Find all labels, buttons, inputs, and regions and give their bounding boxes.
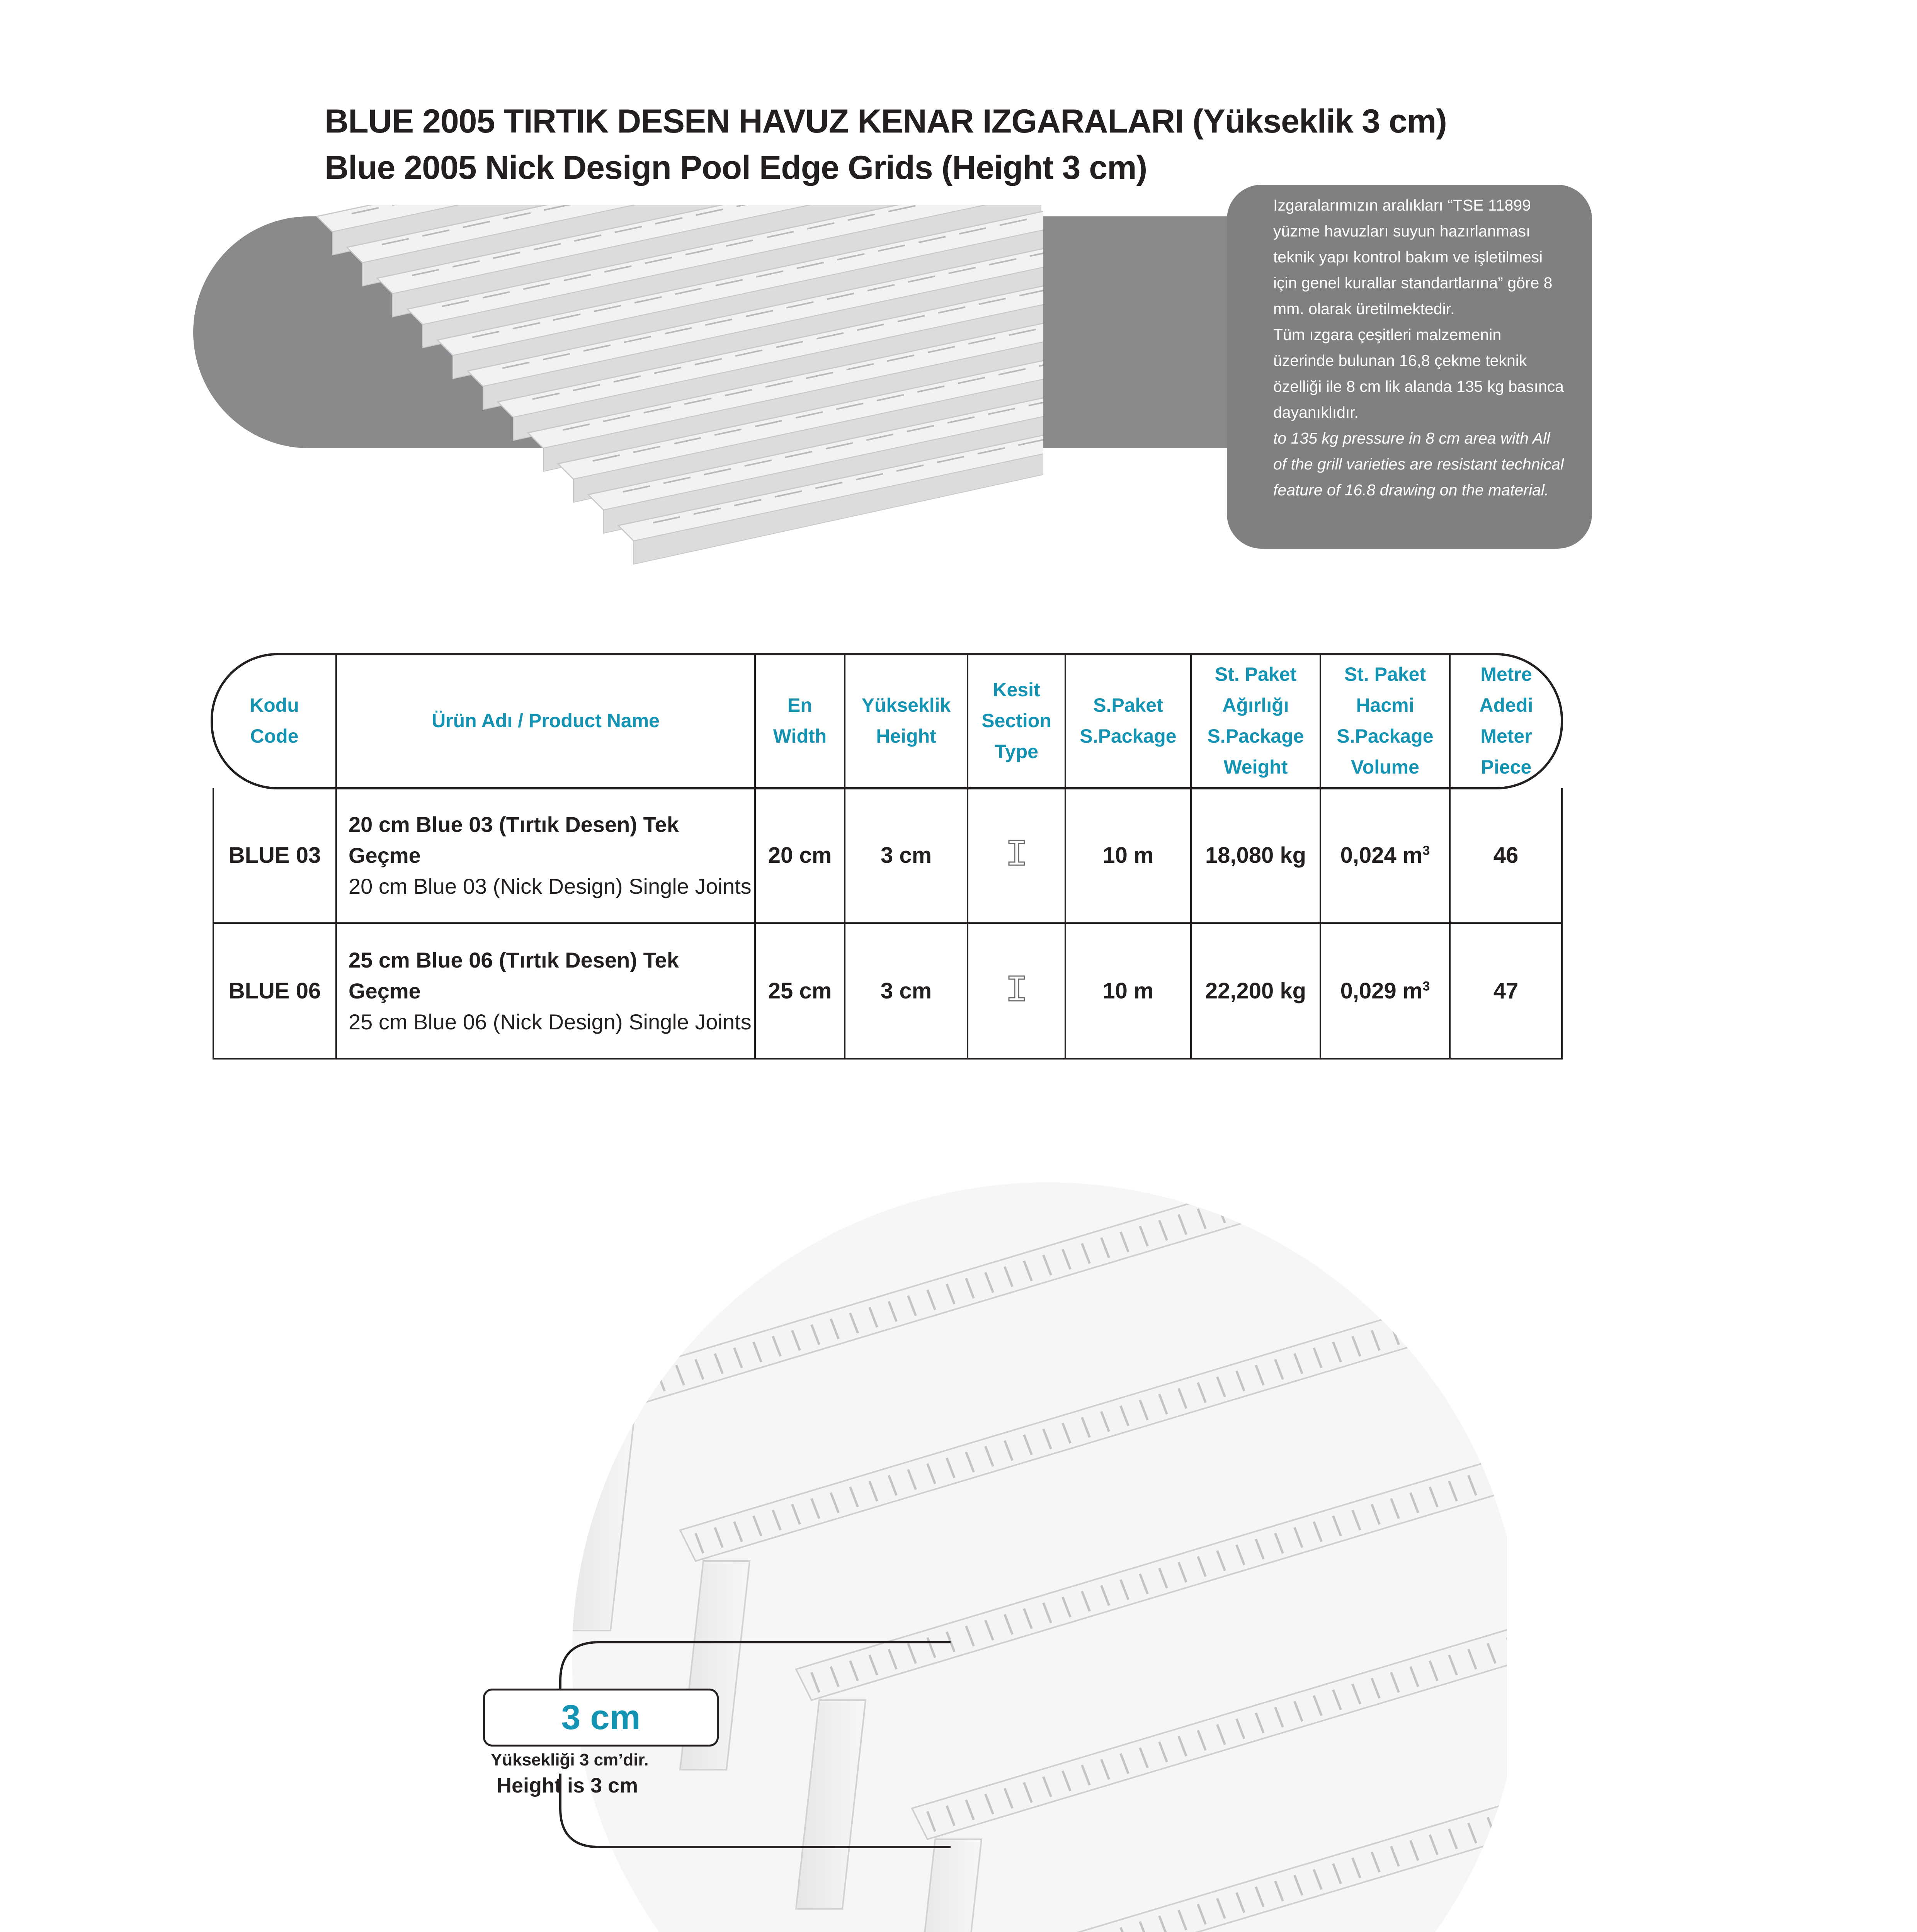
col-code: Kodu Code — [250, 694, 299, 747]
cell-code: BLUE 06 — [213, 923, 336, 1059]
col-width: En Width — [755, 653, 845, 788]
col-product-name: Ürün Adı / Product Name — [336, 653, 755, 788]
cell-product-name: 20 cm Blue 03 (Tırtık Desen) Tek Geçme 20 cm Blue 03 (Nick Design) Single Joints — [336, 788, 755, 923]
height-caption-en: Height is 3 cm — [497, 1774, 638, 1797]
col-height: Yükseklik Height — [845, 653, 968, 788]
cell-volume: 0,024 $m^3$ — [1320, 788, 1450, 923]
cell-width: 20 cm — [755, 788, 845, 923]
cell-volume: 0,029 $m^3$ — [1320, 923, 1450, 1059]
col-package: S.Paket S.Package — [1065, 653, 1191, 788]
table-row — [213, 923, 1562, 1059]
table-header-row — [213, 653, 1562, 788]
height-caption-tr: Yüksekliği 3 cm’dir. — [491, 1750, 649, 1769]
cell-section-type — [968, 923, 1065, 1059]
info-text-tr-2: Tüm ızgara çeşitleri malzemenin üzerinde bulunan 16,8 çekme teknik özelliği ile 8 cm lik alanda 135 kg basınca dayanıklıdır. — [1273, 326, 1564, 421]
cell-height: 3 cm — [845, 923, 968, 1059]
cell-height: 3 cm — [845, 788, 968, 923]
cell-pieces: 47 — [1450, 923, 1562, 1059]
cell-code: BLUE 03 — [213, 788, 336, 923]
cell-package: 10 m — [1065, 788, 1191, 923]
cell-section-type — [968, 788, 1065, 923]
table-row — [213, 788, 1562, 923]
page-subtitle: Blue 2005 Nick Design Pool Edge Grids (Height 3 cm) — [325, 149, 1147, 186]
info-text-en: to 135 kg pressure in 8 cm area with All of the grill varieties are resistant technical feature of 16.8 drawing on the material. — [1273, 429, 1564, 499]
spec-table — [213, 653, 1563, 1060]
height-bracket — [553, 1623, 978, 1874]
i-beam-section-icon — [1007, 837, 1026, 868]
cell-width: 25 cm — [755, 923, 845, 1059]
grid-product-illustration — [309, 205, 1043, 611]
cell-weight: 22,200 kg — [1191, 923, 1320, 1059]
col-package-weight: St. Paket Ağırlığı S.Package Weight — [1191, 653, 1320, 788]
cell-weight: 18,080 kg — [1191, 788, 1320, 923]
cell-product-name: 25 cm Blue 06 (Tırtık Desen) Tek Geçme 25 cm Blue 06 (Nick Design) Single Joints — [336, 923, 755, 1059]
col-meter-piece: Metre Adedi Meter Piece — [1450, 653, 1562, 788]
col-package-volume: St. Paket Hacmi S.Package Volume — [1320, 653, 1450, 788]
col-section-type: Kesit Section Type — [968, 653, 1065, 788]
page-title: BLUE 2005 TIRTIK DESEN HAVUZ KENAR IZGARALARI (Yükseklik 3 cm) — [325, 103, 1447, 140]
height-callout: 3 cm — [483, 1689, 719, 1747]
i-beam-section-icon — [1007, 973, 1026, 1004]
info-text-tr-1: Izgaralarımızın aralıkları “TSE 11899 yüzme havuzları suyun hazırlanması teknik yapı kontrol bakım ve işletilmesi için genel kurallar standartlarına” göre 8 mm. olarak üretilmektedir. — [1273, 196, 1553, 318]
cell-package: 10 m — [1065, 923, 1191, 1059]
cell-pieces: 46 — [1450, 788, 1562, 923]
info-box — [1227, 185, 1592, 549]
